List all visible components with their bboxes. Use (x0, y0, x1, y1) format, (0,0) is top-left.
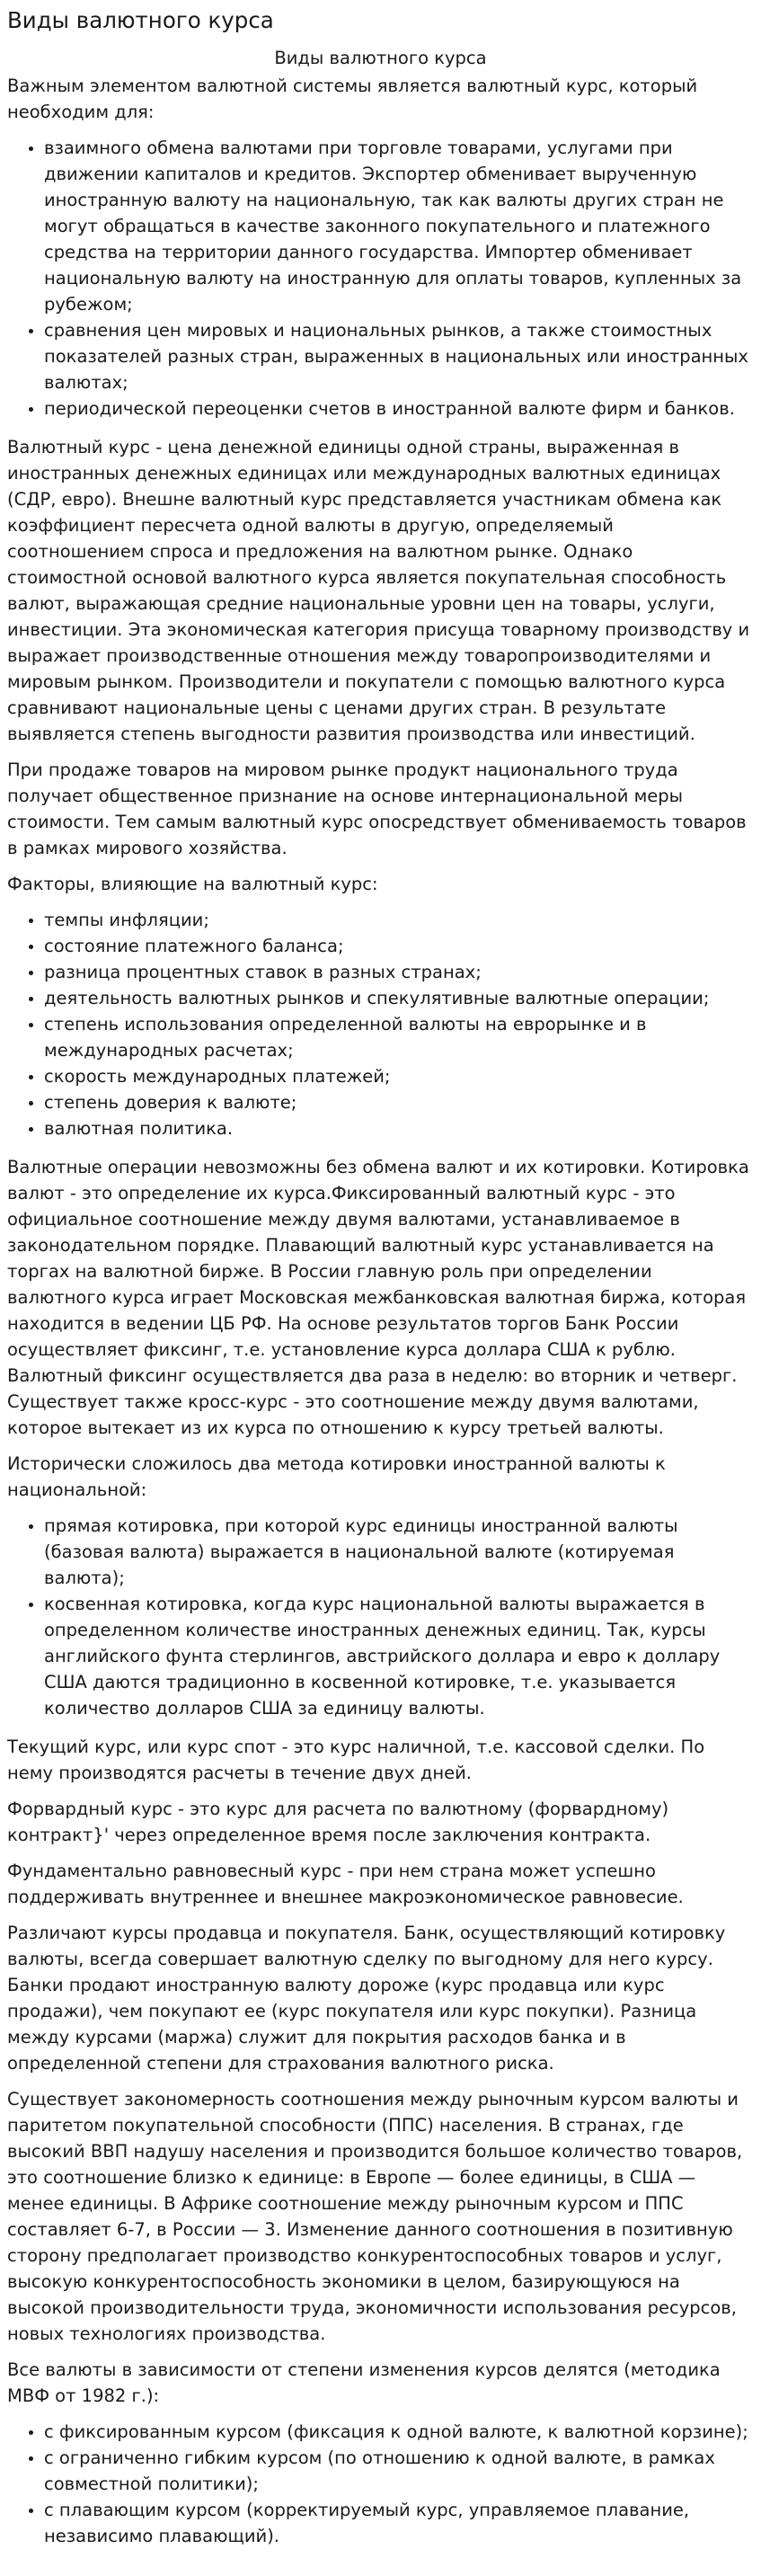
list-item: • прямая котировка, при которой курс единицы иностранной валюты (базовая валюта) выражается в национальной валюте (котируемая валюта); (44, 1513, 754, 1591)
article-subtitle: Виды валютного курса (274, 48, 487, 68)
list-item: • периодической переоценки счетов в иностранной валюте фирм и банков. (44, 395, 754, 422)
factors-list (7, 907, 754, 1141)
page-title: Виды валютного курса (7, 7, 274, 33)
list-item: • сравнения цен мировых и национальных рынков, а также стоимостных показателей разных стран, выраженных в национальных или иностранных валютах; (44, 317, 754, 395)
regimes-list (7, 2419, 754, 2549)
list-item: • с плавающим курсом (корректируемый курс, управляемое плавание, независимо плавающий). (44, 2497, 754, 2549)
list-item: • разница процентных ставок в разных странах; (44, 959, 754, 985)
regimes-heading: Все валюты в зависимости от степени изменения курсов делятся (методика МВФ от 1982 г.): (7, 2359, 721, 2406)
list-item: • с ограниченно гибким курсом (по отношению к одной валюте, в рамках совместной политики); (44, 2445, 754, 2497)
list-item: • валютная политика. (44, 1115, 754, 1141)
methods-list (7, 1513, 754, 1721)
list-item: • темпы инфляции; (44, 907, 754, 933)
list-item: • косвенная котировка, когда курс национальной валюты выражается в определенном количестве иностранных денежных единиц. Так, курсы английского фунта стерлингов, австрийского доллара и евро к доллару США даются традиционно в косвенной котировке, т.е. указывается количество долларов США за единицу валюты. (44, 1591, 754, 1721)
ppp-paragraph: Существует закономерность соотношения между рыночным курсом валюты и паритетом покупательной способности (ППС) населения. В странах, где высокий ВВП надушу населения и производится большое количество товаров, это соотношение близко к единице: в Европе — более единицы, в США — менее единицы. В Африке соотношение между рыночным курсом и ППС составляет 6-7, в России — 3. Изменение данного соотношения в позитивную сторону предполагает производство конкурентоспособных товаров и услуг, высокую конкурентоспособность экономики в целом, базирующуюся на высокой производительности труда, экономичности использования ресурсов, новых технологиях производства. (7, 2089, 743, 2344)
methods-heading: Исторически сложилось два метода котировки иностранной валюты к национальной: (7, 1453, 666, 1500)
world-market-paragraph: При продаже товаров на мировом рынке продукт национального труда получает общественное признание на основе интернациональной меры стоимости. Тем самым валютный курс опосредствует обмениваемость товаров в рамках мирового хозяйства. (7, 759, 747, 858)
factors-heading: Факторы, влияющие на валютный курс: (7, 874, 378, 894)
article (0, 5, 761, 2549)
bid-ask-paragraph: Различают курсы продавца и покупателя. Банк, осуществляющий котировку валюты, всегда совершает валютную сделку по выгодному для него курсу. Банки продают иностранную валюту дороже (курс продавца или курс продажи), чем покупают ее (курс покупателя или курс покупки). Разница между курсами (маржа) служит для покрытия расходов банка и в определенной степени для страхования валютного риска. (7, 1923, 726, 2074)
intro-paragraph: Важным элементом валютной системы является валютный курс, который необходим для: (7, 76, 698, 122)
list-item: • взаимного обмена валютами при торговле товарами, услугами при движении капиталов и кредитов. Экспортер обменивает вырученную иностранную валюту на национальную, так как валюты других стран не могут обращаться в качестве законного покупательного и платежного средства на территории данного государства. Импортер обменивает национальную валюту на иностранную для оплаты товаров, купленных за рубежом; (44, 135, 754, 317)
equilibrium-paragraph: Фундаментально равновесный курс - при нем страна может успешно поддерживать внутреннее и внешнее макроэкономическое равновесие. (7, 1861, 684, 1907)
forward-paragraph: Форвардный курс - это курс для расчета по валютному (форвардному) контракт}' через определенное время после заключения контракта. (7, 1799, 669, 1845)
spot-paragraph: Текущий курс, или курс спот - это курс наличной, т.е. кассовой сделки. По нему производятся расчеты в течение двух дней. (7, 1737, 705, 1783)
purposes-list (7, 135, 754, 422)
list-item: • деятельность валютных рынков и спекулятивные валютные операции; (44, 985, 754, 1011)
list-item: • степень доверия к валюте; (44, 1089, 754, 1115)
list-item: • степень использования определенной валюты на еврорынке и в международных расчетах; (44, 1011, 754, 1063)
list-item: • скорость международных платежей; (44, 1063, 754, 1089)
list-item: • состояние платежного баланса; (44, 933, 754, 959)
definition-paragraph: Валютный курс - цена денежной единицы одной страны, выраженная в иностранных денежных единицах или международных валютных единицах (СДР, евро). Внешне валютный курс представляется участникам обмена как коэффициент пересчета одной валюты в другую, определяемый соотношением спроса и предложения на валютном рынке. Однако стоимостной основой валютного курса является покупательная способность валют, выражающая средние национальные уровни цен на товары, услуги, инвестиции. Эта экономическая категория присуща товарному производству и выражает производственные отношения между товаропроизводителями и мировым рынком. Производители и покупатели с помощью валютного курса сравнивают национальные цены с ценами других стран. В результате выявляется степень выгодности развития производства или инвестиций. (7, 437, 750, 744)
quotation-paragraph: Валютные операции невозможны без обмена валют и их котировки. Котировка валют - это определение их курса.Фиксированный валютный курс - это официальное соотношение между двумя валютами, устанавливаемое в законодательном порядке. Плавающий валютный курс устанавливается на торгах на валютной бирже. В России главную роль при определении валютного курса играет Московская межбанковская валютная биржа, которая находится в ведении ЦБ РФ. На основе результатов торгов Банк России осуществляет фиксинг, т.е. установление курса доллара США к рублю. Валютный фиксинг осуществляется два раза в неделю: во вторник и четверг. Существует также кросс-курс - это соотношение между двумя валютами, которое вытекает из их курса по отношению к курсу третьей валюты. (7, 1157, 749, 1438)
list-item: • с фиксированным курсом (фиксация к одной валюте, к валютной корзине); (44, 2419, 754, 2445)
